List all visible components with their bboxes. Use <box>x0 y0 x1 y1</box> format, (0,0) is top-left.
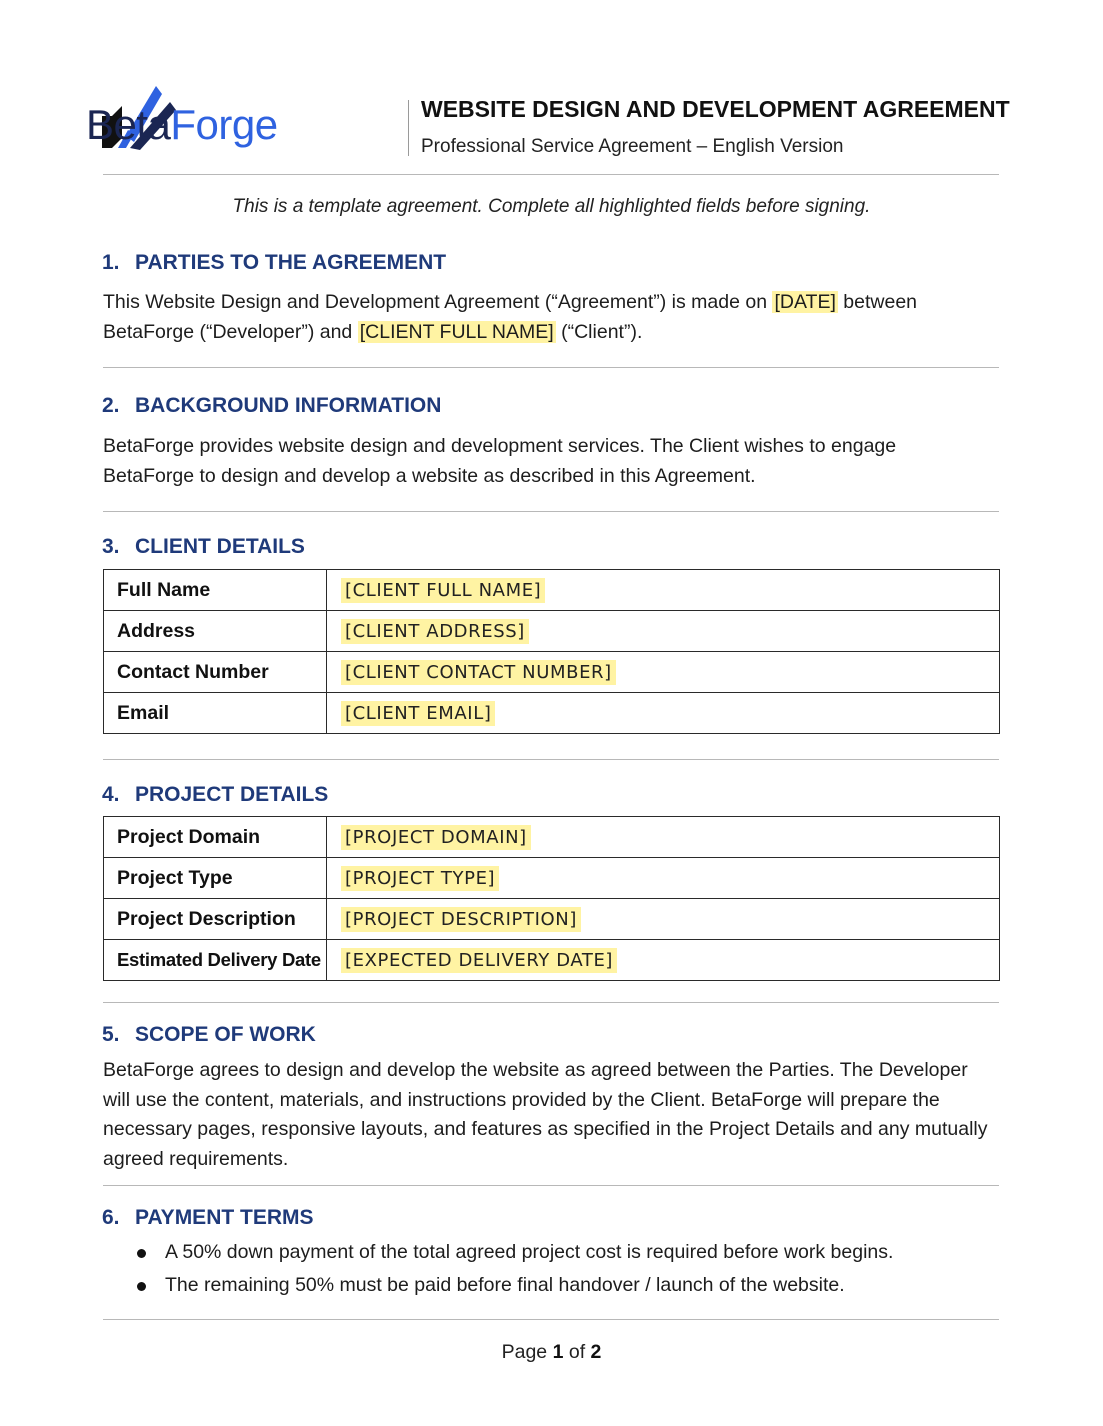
row-label: Contact Number <box>104 652 327 693</box>
section-heading-client-details <box>102 535 305 559</box>
section-title: PROJECT DETAILS <box>135 783 329 806</box>
parties-text-2: between BetaForge (“Developer”) and <box>103 291 918 343</box>
parties-text-3: (“Client”). <box>561 320 643 343</box>
divider <box>103 1185 999 1186</box>
section-number: 4. <box>102 783 120 806</box>
document-title: WEBSITE DESIGN AND DEVELOPMENT AGREEMENT <box>421 96 1010 122</box>
total-pages: 2 <box>590 1341 602 1363</box>
section-title: PAYMENT TERMS <box>135 1206 314 1229</box>
client-address-field[interactable]: [CLIENT ADDRESS] <box>341 619 529 644</box>
client-email-field[interactable]: [CLIENT EMAIL] <box>341 701 495 726</box>
project-details-table <box>103 816 1000 981</box>
delivery-date-field[interactable]: [EXPECTED DELIVERY DATE] <box>341 948 617 973</box>
brand-part-beta: Beta <box>86 101 171 148</box>
client-details-table <box>103 569 1000 734</box>
table-row <box>104 858 1000 899</box>
divider <box>103 511 999 512</box>
row-value-cell <box>327 940 1000 981</box>
client-contact-field[interactable]: [CLIENT CONTACT NUMBER] <box>341 660 616 685</box>
client-name-field[interactable]: [CLIENT FULL NAME] <box>359 320 554 343</box>
row-value-cell <box>327 899 1000 940</box>
page-number <box>0 1341 1103 1364</box>
section-heading-project-details <box>102 783 328 807</box>
page-label: Page <box>501 1341 548 1363</box>
row-label: Project Domain <box>104 817 327 858</box>
divider <box>103 174 999 175</box>
project-domain-field[interactable]: [PROJECT DOMAIN] <box>341 825 531 850</box>
section-heading-background <box>102 394 441 418</box>
scope-paragraph: BetaForge agrees to design and develop the website as agreed between the Parties. The Developer will use the content, materials, and instructions provided by the Client. BetaForge will prepare the necessary pages, responsive layouts, and features as specified in the Project Details and any mutually agreed requirements. <box>103 1059 988 1170</box>
payment-terms-list <box>103 1236 983 1302</box>
section-number: 5. <box>102 1023 120 1046</box>
table-row <box>104 611 1000 652</box>
row-value-cell <box>327 611 1000 652</box>
table-row <box>104 817 1000 858</box>
date-field[interactable]: [DATE] <box>774 291 836 313</box>
document-subtitle: Professional Service Agreement – English Version <box>421 136 844 157</box>
row-label: Project Type <box>104 858 327 899</box>
table-row <box>104 570 1000 611</box>
project-type-field[interactable]: [PROJECT TYPE] <box>341 866 499 891</box>
divider <box>103 1002 999 1003</box>
row-label: Address <box>104 611 327 652</box>
parties-text-1: This Website Design and Development Agreement (“Agreement”) is made on <box>103 291 768 313</box>
list-item-text: A 50% down payment of the total agreed project cost is required before work begins. <box>165 1241 894 1263</box>
bullet-icon <box>137 1249 146 1258</box>
table-row <box>104 940 1000 981</box>
row-label: Estimated Delivery Date <box>104 940 327 981</box>
row-value-cell <box>327 570 1000 611</box>
table-row <box>104 652 1000 693</box>
brand-wordmark <box>86 101 278 148</box>
section-number: 2. <box>102 394 120 417</box>
divider <box>103 367 999 368</box>
list-item <box>103 1269 983 1302</box>
row-value-cell <box>327 817 1000 858</box>
section-title: PARTIES TO THE AGREEMENT <box>135 251 447 274</box>
background-paragraph: BetaForge provides website design and development services. The Client wishes to engage BetaForge to design and develop a website as described in this Agreement. <box>103 435 897 487</box>
section-heading-parties <box>102 251 446 275</box>
row-value-cell <box>327 652 1000 693</box>
row-label: Email <box>104 693 327 734</box>
parties-paragraph <box>103 288 983 347</box>
row-label: Full Name <box>104 570 327 611</box>
section-heading-scope <box>102 1023 316 1047</box>
row-label: Project Description <box>104 899 327 940</box>
list-item <box>103 1236 983 1269</box>
section-number: 1. <box>102 251 120 274</box>
bullet-icon <box>137 1282 146 1291</box>
project-description-field[interactable]: [PROJECT DESCRIPTION] <box>341 907 581 932</box>
section-number: 6. <box>102 1206 120 1229</box>
divider <box>103 1319 999 1320</box>
row-value-cell <box>327 858 1000 899</box>
current-page: 1 <box>552 1341 564 1363</box>
row-value-cell <box>327 693 1000 734</box>
table-row <box>104 899 1000 940</box>
section-title: CLIENT DETAILS <box>135 535 305 558</box>
divider <box>103 759 999 760</box>
of-label: of <box>568 1341 586 1363</box>
brand-part-forge: Forge <box>170 101 278 148</box>
header-divider <box>408 100 409 156</box>
client-full-name-field[interactable]: [CLIENT FULL NAME] <box>341 578 545 603</box>
section-heading-payment <box>102 1206 314 1230</box>
section-title: BACKGROUND INFORMATION <box>135 394 442 417</box>
section-title: SCOPE OF WORK <box>135 1023 316 1046</box>
template-notice: This is a template agreement. Complete all highlighted fields before signing. <box>232 196 871 217</box>
list-item-text: The remaining 50% must be paid before final handover / launch of the website. <box>165 1274 845 1296</box>
table-row <box>104 693 1000 734</box>
section-number: 3. <box>102 535 120 558</box>
